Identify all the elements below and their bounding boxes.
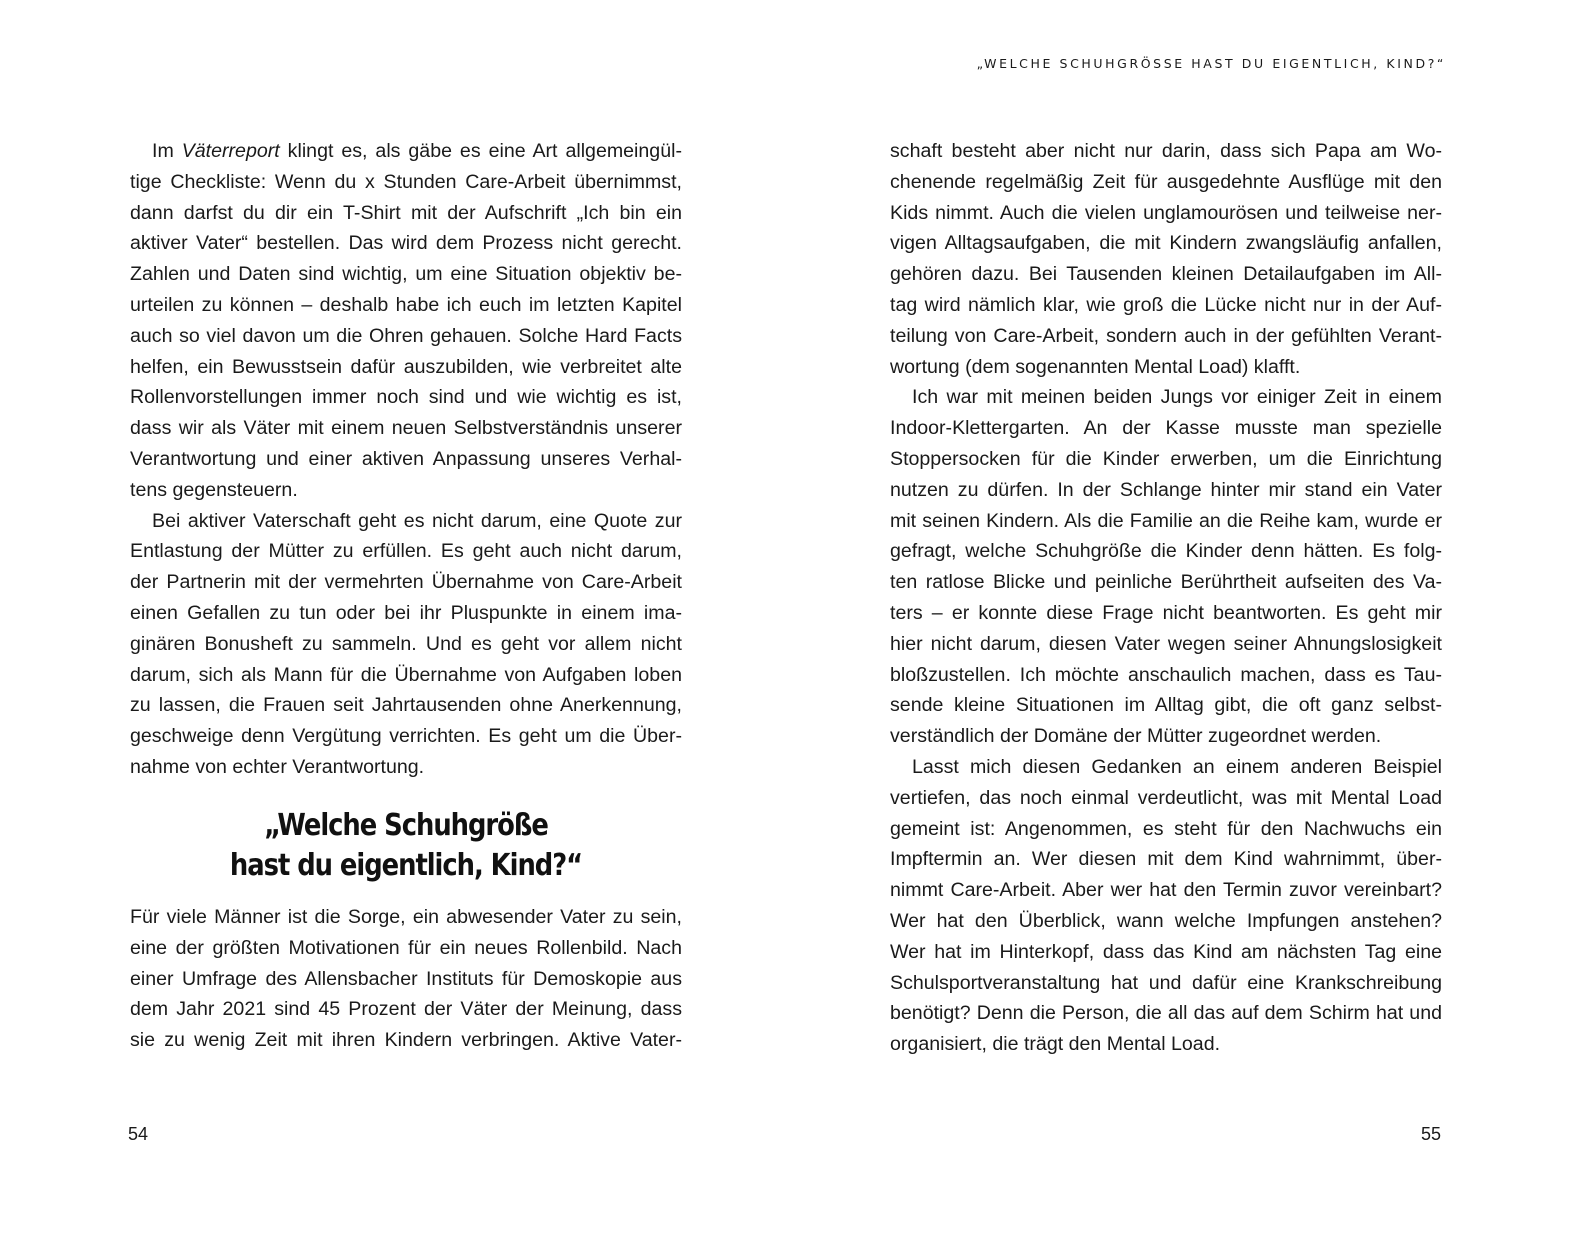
text-line: ginären Bonusheft zu sammeln. Und es geht vor allem nicht [130, 632, 682, 655]
text-line: tige Checkliste: Wenn du x Stunden Care-Arbeit übernimmst, [130, 170, 682, 193]
text-line: schaft besteht aber nicht nur darin, dass sich Papa am Wo- [890, 140, 1442, 162]
heading-line: „Welche Schuhgröße [264, 808, 548, 843]
text-line: Ich war mit meinen beiden Jungs vor einiger Zeit in einem [912, 386, 1442, 409]
text-line: mit seinen Kindern. Als die Familie an die Reihe kam, wurde er [890, 509, 1442, 532]
book-title-italic: Väterreport [181, 140, 280, 162]
text-line: einen Gefallen zu tun oder bei ihr Pluspunkte in einem ima- [130, 601, 682, 624]
left-bottom-text [130, 902, 682, 1056]
section-heading [169, 806, 644, 886]
text-line: sende kleine Situationen im Alltag gibt, die oft ganz selbst- [890, 694, 1442, 717]
text-line: dass wir als Väter mit einem neuen Selbstverständnis unserer [130, 417, 682, 440]
text-line: aktiver Vater“ bestellen. Das wird dem Prozess nicht gerecht. [130, 232, 682, 255]
text-line: Wer hat im Hinterkopf, dass das Kind am nächsten Tag eine [890, 940, 1442, 963]
text-line: Für viele Männer ist die Sorge, ein abwesender Vater zu sein, [130, 906, 682, 928]
text-line: tens gegensteuern. [130, 478, 298, 501]
text-line: Impftermin an. Wer diesen mit dem Kind wahrnimmt, über- [890, 848, 1442, 871]
page-number-left: 54 [128, 1124, 149, 1144]
text-line: gefragt, welche Schuhgröße die Kinder denn hätten. Es folg- [890, 540, 1442, 563]
text-line: eine der größten Motivationen für ein neues Rollenbild. Nach [130, 936, 682, 959]
text-line: helfen, ein Bewusstsein dafür auszubilden, wie verbreitet alte [130, 355, 682, 378]
text-line: vertiefen, das noch einmal verdeutlicht, was mit Mental Load [890, 786, 1442, 809]
running-head: „WELCHE SCHUHGRÖSSE HAST DU EIGENTLICH, KIND?“ [976, 56, 1446, 71]
text-line: gehören dazu. Bei Tausenden kleinen Detailaufgaben im All- [890, 263, 1442, 286]
text-line: zu lassen, die Frauen seit Jahrtausenden ohne Anerkennung, [130, 694, 682, 717]
left-top-text [130, 136, 682, 783]
text-line: bloßzustellen. Ich möchte anschaulich machen, dass es Tau- [890, 663, 1442, 686]
heading-line: hast du eigentlich, Kind?“ [229, 848, 583, 883]
right-page [797, 0, 1594, 1240]
text-line: Kids nimmt. Auch die vielen unglamourösen und teilweise ner- [890, 201, 1442, 224]
text-line: einer Umfrage des Allensbacher Instituts für Demoskopie aus [130, 967, 682, 990]
text-line: dann darfst du dir ein T-Shirt mit der Aufschrift „Ich bin ein [130, 201, 682, 224]
text-line: chenende regelmäßig Zeit für ausgedehnte Ausflüge mit den [890, 170, 1442, 193]
text-line: auch so viel davon um die Ohren gehauen. Solche Hard Facts [130, 324, 682, 347]
text-line: tag wird nämlich klar, wie groß die Lücke nicht nur in der Auf- [890, 293, 1442, 316]
text-line: Schulsportveranstaltung hat und dafür eine Krankschreibung [890, 971, 1442, 994]
text-line: Verantwortung und einer aktiven Anpassung unseres Verhal- [130, 447, 682, 470]
text-line: vigen Alltagsaufgaben, die mit Kindern zwangsläufig anfallen, [890, 232, 1442, 255]
text-line: gemeint ist: Angenommen, es steht für den Nachwuchs ein [890, 817, 1442, 840]
text-line: Wer hat den Überblick, wann welche Impfungen anstehen? [890, 909, 1442, 932]
text-line: Indoor-Klettergarten. An der Kasse musste man spezielle [890, 417, 1442, 440]
text-line: Zahlen und Daten sind wichtig, um eine Situation objektiv be- [130, 263, 682, 286]
text-line: geschweige denn Vergütung verrichten. Es geht um die Über- [130, 725, 682, 748]
text-line: benötigt? Denn die Person, die all das auf dem Schirm hat und [890, 1002, 1442, 1025]
text-line: urteilen zu können – deshalb habe ich euch im letzten Kapitel [130, 293, 682, 316]
right-text [890, 136, 1442, 1060]
text-line: dem Jahr 2021 sind 45 Prozent der Väter der Meinung, dass [130, 998, 682, 1021]
text-line: ters – er konnte diese Frage nicht beantworten. Es geht mir [890, 601, 1442, 624]
text-line: ten ratlose Blicke und peinliche Berührtheit aufseiten des Va- [890, 571, 1442, 594]
text-line: Lasst mich diesen Gedanken an einem anderen Beispiel [912, 755, 1442, 778]
text-line: nahme von echter Verantwortung. [130, 755, 425, 778]
text-line: Rollenvorstellungen immer noch sind und wie wichtig es ist, [130, 386, 682, 409]
text-line: organisiert, die trägt den Mental Load. [890, 1033, 1221, 1056]
text-line: teilung von Care-Arbeit, sondern auch in der gefühlten Verant- [890, 324, 1442, 347]
page-number-right: 55 [1420, 1124, 1441, 1144]
text-line: sie zu wenig Zeit mit ihren Kindern verbringen. Aktive Vater- [130, 1029, 682, 1052]
text-line: darum, sich als Mann für die Übernahme von Aufgaben loben [130, 663, 682, 686]
text-line: verständlich der Domäne der Mütter zugeordnet werden. [890, 725, 1382, 748]
text-line: Im Väterreport klingt es, als gäbe es eine Art allgemeingül- [152, 140, 682, 162]
text-line: wortung (dem sogenannten Mental Load) klafft. [890, 355, 1301, 378]
text-line: hier nicht darum, diesen Vater wegen seiner Ahnungslosigkeit [890, 632, 1442, 655]
text-line: der Partnerin mit der vermehrten Übernahme von Care-Arbeit [130, 571, 682, 594]
text-line: nutzen zu dürfen. In der Schlange hinter mir stand ein Vater [890, 478, 1442, 501]
text-line: Bei aktiver Vaterschaft geht es nicht darum, eine Quote zur [152, 509, 682, 532]
text-line: nimmt Care-Arbeit. Aber wer hat den Termin zuvor vereinbart? [890, 879, 1442, 902]
text-line: Entlastung der Mütter zu erfüllen. Es geht auch nicht darum, [130, 540, 682, 563]
text-line: Stoppersocken für die Kinder erwerben, um die Einrichtung [890, 447, 1442, 470]
